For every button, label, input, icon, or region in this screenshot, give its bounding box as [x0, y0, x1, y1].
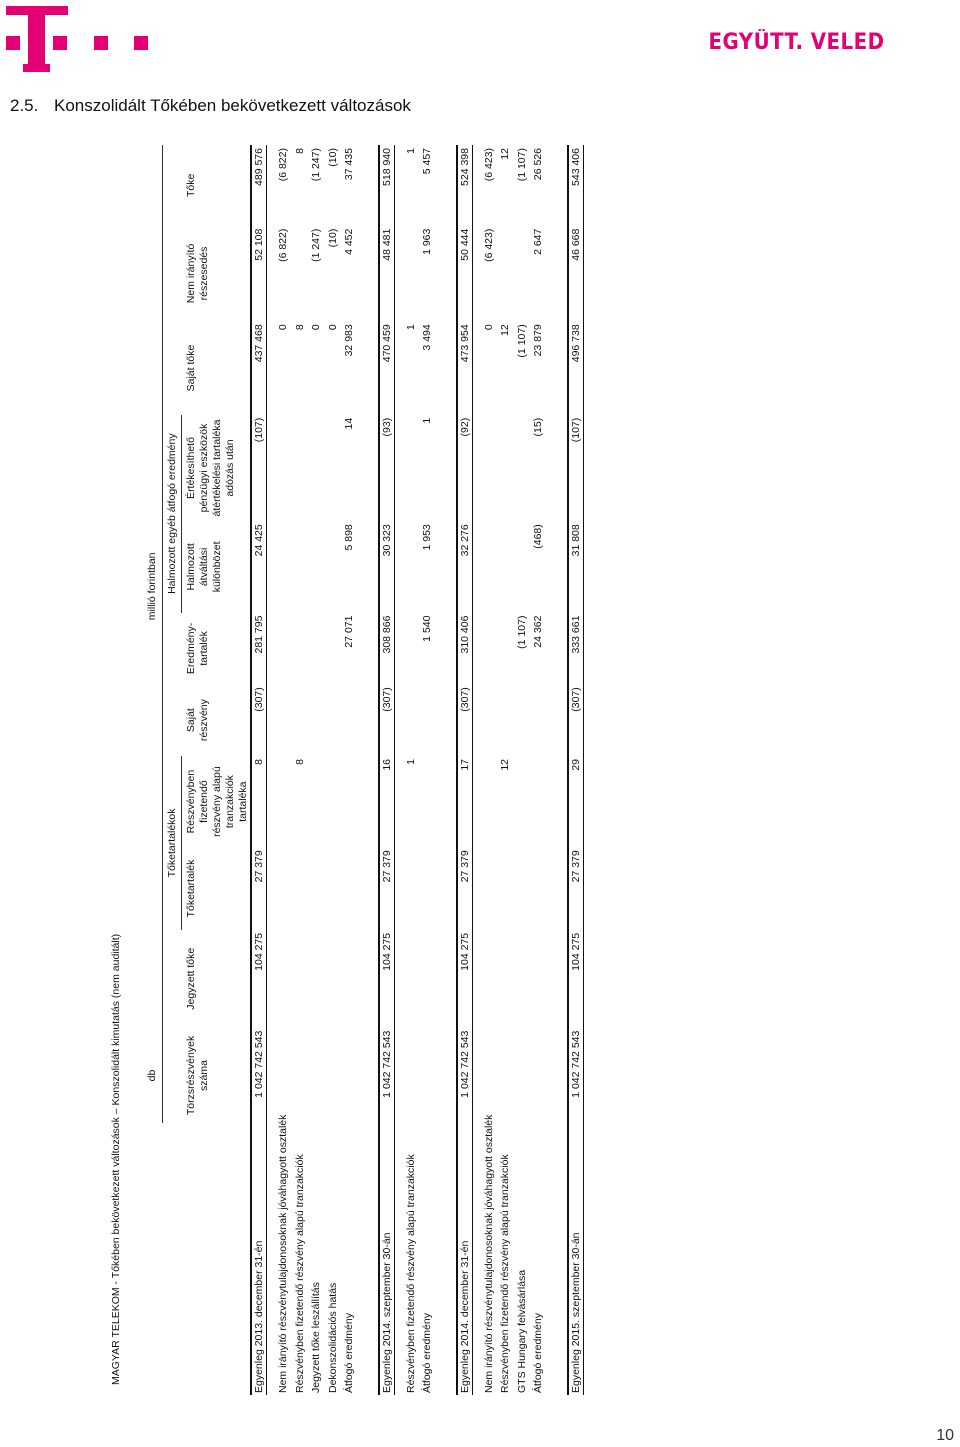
- cell-value: [308, 415, 325, 522]
- cell-value: [325, 613, 342, 685]
- cell-value: 518 940: [379, 145, 395, 226]
- cell-value: [481, 756, 498, 847]
- table-body: [251, 145, 583, 1395]
- cell-value: [308, 1028, 325, 1124]
- cell-value: 16: [379, 756, 395, 847]
- cell-value: [497, 684, 514, 756]
- column-header-row: [182, 145, 252, 1395]
- cell-value: 29: [568, 756, 584, 847]
- cell-value: 4 452: [343, 228, 355, 255]
- cell-value: [481, 415, 498, 522]
- movement-row: [341, 145, 358, 1395]
- cell-value: (1 107): [515, 324, 528, 358]
- cell-value: [275, 847, 292, 930]
- cell-value: 12: [499, 758, 511, 771]
- cell-value: [530, 684, 547, 756]
- cell-value: [325, 930, 342, 1028]
- cell-value: (6 822): [277, 228, 289, 262]
- cell-value: [497, 521, 514, 612]
- cell-value: 496 738: [568, 321, 584, 414]
- cell-value: [419, 684, 436, 756]
- cell-value: (15): [532, 417, 544, 437]
- col-share-capital: Jegyzett tőke: [184, 947, 197, 1010]
- cell-value: 12: [499, 148, 511, 160]
- cell-value: 333 661: [568, 613, 584, 685]
- cell-value: (1 107): [515, 148, 528, 182]
- cell-value: [419, 847, 436, 930]
- cell-value: 32 983: [343, 324, 355, 357]
- cell-value: 8: [293, 324, 306, 331]
- cell-value: 0: [310, 324, 322, 331]
- cell-value: 1: [404, 758, 417, 765]
- row-label: Egyenleg 2014. szeptember 30-án: [379, 1123, 395, 1395]
- cell-value: [530, 756, 547, 847]
- cell-value: [481, 684, 498, 756]
- cell-value: 470 459: [379, 321, 395, 414]
- cell-value: 310 406: [457, 613, 473, 685]
- movement-row: [419, 145, 436, 1395]
- cell-value: [308, 684, 325, 756]
- spacer-cell: [436, 145, 457, 1395]
- cell-value: 24 362: [532, 615, 544, 648]
- cell-value: [308, 521, 325, 612]
- movement-row: [325, 145, 342, 1395]
- row-label: Egyenleg 2015. szeptember 30-án: [568, 1123, 584, 1395]
- balance-row: [568, 145, 584, 1395]
- cell-value: 1 042 742 543: [568, 1028, 584, 1124]
- cell-value: [403, 226, 420, 322]
- cell-value: [292, 415, 309, 522]
- cell-value: 0: [482, 324, 495, 331]
- cell-value: 52 108: [251, 226, 267, 322]
- cell-value: (107): [568, 415, 584, 522]
- spacer-cell: [358, 145, 379, 1395]
- row-label: Nem irányító részvénytulajdonosoknak jóváhagyott osztalék: [277, 1114, 289, 1393]
- cell-value: 27 379: [379, 847, 395, 930]
- statement-title: MAGYAR TELEKOM - Tőkében bekövetkezett változások – Konszolidált kimutatás (nem auditált): [110, 933, 122, 1385]
- spacer-cell: [394, 145, 403, 1395]
- cell-value: [275, 756, 292, 847]
- row-label: Részvényben fizetendő részvény alapú tranzakciók: [499, 1154, 511, 1393]
- cell-value: 1: [404, 148, 417, 154]
- group-header-row: [163, 145, 182, 1395]
- logo-square-3: [94, 36, 108, 50]
- cell-value: [514, 847, 531, 930]
- balance-row: [457, 145, 473, 1395]
- cell-value: [292, 521, 309, 612]
- cell-value: 27 379: [457, 847, 473, 930]
- cell-value: [292, 1028, 309, 1124]
- unit-shares: db: [142, 1028, 163, 1124]
- movement-row: [403, 145, 420, 1395]
- cell-value: [530, 1028, 547, 1124]
- cell-value: [292, 847, 309, 930]
- cell-value: [514, 415, 531, 522]
- cell-value: (468): [532, 524, 544, 549]
- cell-value: [308, 847, 325, 930]
- movement-row: [292, 145, 309, 1395]
- cell-value: [275, 521, 292, 612]
- rotated-statement: [110, 145, 655, 1395]
- spacer-cell: [547, 145, 568, 1395]
- cell-value: [275, 613, 292, 685]
- col-share-based-reserve: Részvényben fizetendő részvény alapú tranzakciók tartaléka: [185, 766, 249, 837]
- cell-value: [403, 930, 420, 1028]
- row-label: Dekonszolidációs hatás: [326, 1282, 339, 1393]
- cell-value: [275, 930, 292, 1028]
- cell-value: [292, 226, 309, 322]
- cell-value: [292, 684, 309, 756]
- cell-value: 473 954: [457, 321, 473, 414]
- cell-value: [325, 521, 342, 612]
- row-label: Jegyzett tőke leszállítás: [310, 1282, 322, 1393]
- cell-value: 0: [277, 324, 289, 331]
- cell-value: (1 247): [310, 228, 322, 262]
- cell-value: 104 275: [457, 930, 473, 1028]
- cell-value: 104 275: [568, 930, 584, 1028]
- cell-value: 543 406: [568, 145, 584, 226]
- cell-value: [403, 521, 420, 612]
- spacer-cell: [267, 145, 276, 1395]
- col-treasury-shares: Saját részvény: [184, 699, 210, 742]
- col-capital-reserve: Tőketartalék: [185, 859, 197, 918]
- cell-value: [514, 756, 531, 847]
- row-label: Nem irányító részvénytulajdonosoknak jóváhagyott osztalék: [482, 1114, 495, 1393]
- cell-value: [341, 847, 358, 930]
- cell-value: 48 481: [379, 226, 395, 322]
- logo-t-stem: [28, 6, 45, 72]
- cell-value: 308 866: [379, 613, 395, 685]
- section-title: Konszolidált Tőkében bekövetkezett változások: [54, 96, 411, 115]
- spacer-row: [267, 145, 276, 1395]
- cell-value: (107): [251, 415, 267, 522]
- cell-value: [497, 847, 514, 930]
- spacer-row: [436, 145, 457, 1395]
- cell-value: 26 526: [532, 148, 544, 181]
- section-number: 2.5.: [10, 96, 39, 115]
- cell-value: [514, 226, 531, 322]
- cell-value: (1 247): [310, 148, 322, 182]
- cell-value: [419, 1028, 436, 1124]
- logo-square-right: [53, 36, 67, 50]
- cell-value: [497, 226, 514, 322]
- cell-value: [481, 613, 498, 685]
- cell-value: 5 457: [421, 148, 433, 175]
- spacer-cell: [472, 145, 481, 1395]
- col-shares: Törzsrészvények száma: [184, 1035, 210, 1116]
- cell-value: 17: [457, 756, 473, 847]
- cell-value: 1 540: [421, 615, 433, 642]
- section-heading: [10, 96, 411, 116]
- cell-value: [481, 847, 498, 930]
- cell-value: 24 425: [251, 521, 267, 612]
- cell-value: (10): [326, 228, 339, 248]
- cell-value: 12: [499, 324, 511, 336]
- cell-value: [530, 930, 547, 1028]
- cell-value: 524 398: [457, 145, 473, 226]
- cell-value: [341, 684, 358, 756]
- cell-value: [308, 930, 325, 1028]
- cell-value: [514, 930, 531, 1028]
- cell-value: [341, 1028, 358, 1124]
- logo-t-foot: [23, 64, 50, 72]
- cell-value: 8: [293, 758, 306, 765]
- cell-value: (307): [457, 684, 473, 756]
- movement-row: [497, 145, 514, 1395]
- cell-value: [325, 684, 342, 756]
- cell-value: [514, 684, 531, 756]
- cell-value: 0: [326, 324, 339, 331]
- cell-value: [419, 930, 436, 1028]
- row-label: Átfogó eredmény: [421, 1313, 433, 1393]
- logo-square-left: [6, 36, 20, 50]
- spacer-row: [472, 145, 481, 1395]
- movement-row: [530, 145, 547, 1395]
- cell-value: 27 071: [343, 615, 355, 648]
- brand-slogan: EGYÜTT. VELED: [708, 30, 884, 55]
- cell-value: [325, 756, 342, 847]
- telekom-logo: [6, 6, 156, 74]
- cell-value: 8: [293, 148, 306, 154]
- cell-value: [275, 684, 292, 756]
- cell-value: [325, 415, 342, 522]
- cell-value: [514, 521, 531, 612]
- col-nci: Nem irányító részesedés: [184, 243, 210, 304]
- cell-value: 14: [343, 417, 355, 430]
- cell-value: 1 042 742 543: [457, 1028, 473, 1124]
- cell-value: 104 275: [379, 930, 395, 1028]
- movement-row: [275, 145, 292, 1395]
- movement-row: [481, 145, 498, 1395]
- cell-value: [341, 930, 358, 1028]
- cell-value: 1 042 742 543: [251, 1028, 267, 1124]
- unit-header-row: [142, 145, 163, 1395]
- logo-square-4: [134, 36, 148, 50]
- cell-value: 281 795: [251, 613, 267, 685]
- cell-value: (10): [326, 148, 339, 167]
- movement-row: [514, 145, 531, 1395]
- cell-value: 1 953: [421, 524, 433, 551]
- cell-value: (307): [379, 684, 395, 756]
- cell-value: (6 423): [482, 148, 495, 182]
- cell-value: [481, 1028, 498, 1124]
- cell-value: [419, 756, 436, 847]
- cell-value: [497, 1028, 514, 1124]
- row-label: GTS Hungary felvásárlása: [515, 1269, 528, 1393]
- cell-value: 1 042 742 543: [379, 1028, 395, 1124]
- cell-value: 27 379: [251, 847, 267, 930]
- cell-value: 5 898: [343, 524, 355, 551]
- balance-row: [379, 145, 395, 1395]
- row-label: Részvényben fizetendő részvény alapú tranzakciók: [404, 1154, 417, 1393]
- col-retained-earnings: Eredmény-tartalék: [184, 622, 210, 675]
- cell-value: [403, 847, 420, 930]
- cell-value: 1: [404, 324, 417, 331]
- cell-value: (307): [251, 684, 267, 756]
- cell-value: 46 668: [568, 226, 584, 322]
- page-number: 10: [936, 1427, 954, 1444]
- cell-value: 37 435: [343, 148, 355, 181]
- cell-value: [497, 415, 514, 522]
- cell-value: (307): [568, 684, 584, 756]
- cell-value: 437 468: [251, 321, 267, 414]
- cell-value: [341, 756, 358, 847]
- balance-row: [251, 145, 267, 1395]
- group-capital-reserves: Tőketartalékok: [163, 756, 182, 930]
- cell-value: (6 822): [277, 148, 289, 182]
- cell-value: [325, 1028, 342, 1124]
- cell-value: 32 276: [457, 521, 473, 612]
- cell-value: [497, 930, 514, 1028]
- cell-value: 31 808: [568, 521, 584, 612]
- cell-value: 23 879: [532, 324, 544, 357]
- cell-value: 27 379: [568, 847, 584, 930]
- cell-value: (92): [457, 415, 473, 522]
- col-afs-reserve: Értékesíthető pénzügyi eszközök átértékelési tartaléka adózás után: [185, 419, 236, 517]
- cell-value: 8: [251, 756, 267, 847]
- cell-value: [481, 930, 498, 1028]
- cell-value: [530, 847, 547, 930]
- spacer-row: [547, 145, 568, 1395]
- cell-value: [481, 521, 498, 612]
- cell-value: [292, 930, 309, 1028]
- unit-money: millió forintban: [142, 145, 163, 1028]
- row-label: Egyenleg 2014. december 31-én: [457, 1123, 473, 1395]
- cell-value: 1 963: [421, 228, 433, 255]
- cell-value: (6 423): [482, 228, 495, 262]
- cell-value: 50 444: [457, 226, 473, 322]
- cell-value: 489 576: [251, 145, 267, 226]
- spacer-row: [394, 145, 403, 1395]
- cell-value: (1 107): [515, 615, 528, 649]
- row-label: Egyenleg 2013. december 31-én: [251, 1123, 267, 1395]
- cell-value: [292, 613, 309, 685]
- cell-value: [325, 847, 342, 930]
- cell-value: (93): [379, 415, 395, 522]
- cell-value: [403, 684, 420, 756]
- cell-value: [308, 756, 325, 847]
- col-translation-diff: Halmozott átváltási különbözet: [185, 541, 223, 593]
- movement-row: [308, 145, 325, 1395]
- spacer-row: [358, 145, 379, 1395]
- col-total: Tőke: [184, 173, 197, 197]
- equity-changes-table: [142, 145, 584, 1395]
- cell-value: [403, 415, 420, 522]
- cell-value: [275, 1028, 292, 1124]
- row-label: Részvényben fizetendő részvény alapú tranzakciók: [293, 1154, 306, 1393]
- cell-value: [308, 613, 325, 685]
- cell-value: 3 494: [421, 324, 433, 351]
- group-oci: Halmozott egyéb átfogó eredmény: [163, 415, 182, 613]
- cell-value: 30 323: [379, 521, 395, 612]
- cell-value: [403, 613, 420, 685]
- row-label: Átfogó eredmény: [343, 1313, 355, 1393]
- cell-value: 2 647: [532, 228, 544, 255]
- col-equity: Saját tőke: [184, 344, 197, 392]
- cell-value: 104 275: [251, 930, 267, 1028]
- cell-value: [497, 613, 514, 685]
- cell-value: [403, 1028, 420, 1124]
- row-label: Átfogó eredmény: [532, 1313, 544, 1393]
- cell-value: 1: [421, 417, 433, 424]
- cell-value: [514, 1028, 531, 1124]
- cell-value: [275, 415, 292, 522]
